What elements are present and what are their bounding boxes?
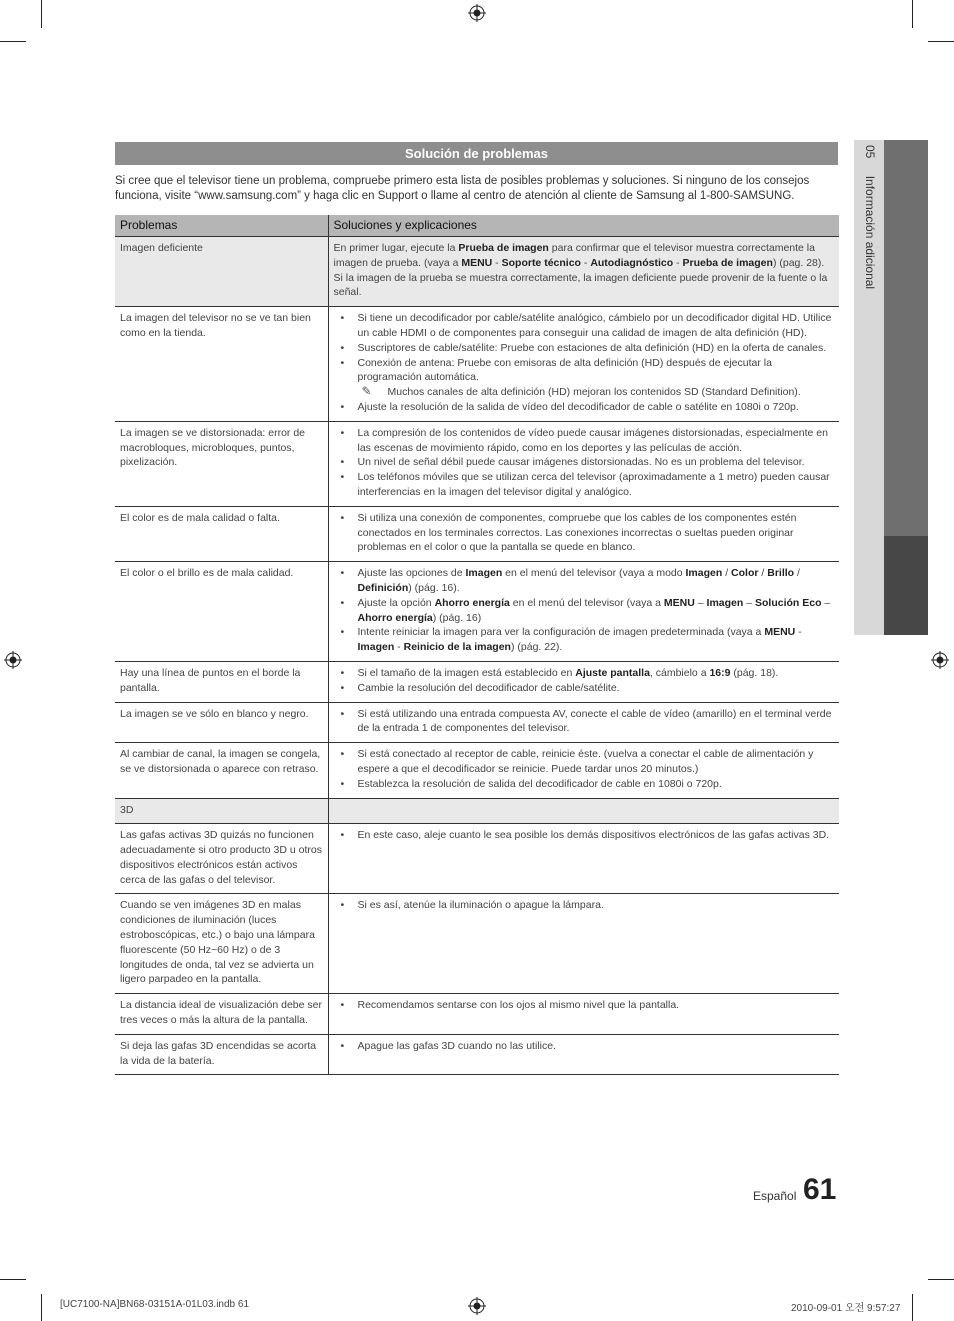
crop-mark [928, 1279, 954, 1280]
solution-cell [328, 994, 839, 1035]
problem-cell: Cuando se ven imágenes 3D en malas condiciones de iluminación (luces estroboscópicas, etc.) o bajo una lámpara fluorescente (50 Hz~60 Hz) o de 3 longitudes de onda, tal vez se advierta un ligero parpadeo en la pantalla. [115, 894, 328, 994]
solution-cell [328, 743, 839, 798]
problem-cell: La imagen se ve sólo en blanco y negro. [115, 702, 328, 743]
table-section-row-3d [115, 798, 839, 824]
troubleshooting-table [115, 215, 839, 1075]
print-file-info: [UC7100-NA]BN68-03151A-01L03.indb 61 [60, 1299, 250, 1310]
intro-paragraph: Si cree que el televisor tiene un problema, compruebe primero esta lista de posibles problemas y soluciones. Si ninguno de los consejos funciona, visite “www.samsung.com” y haga clic en Support o llame al centro de atención al cliente de Samsung al 1-800-SAMSUNG. [115, 175, 810, 202]
solution-cell [328, 421, 839, 506]
solution-item: • Establezca la resolución de salida del decodificador de cable en 1080i o 720p. [340, 777, 722, 790]
table-row [115, 743, 839, 798]
column-header-problems: Problemas [115, 215, 328, 237]
problem-cell: El color o el brillo es de mala calidad. [115, 562, 328, 662]
solution-item: • Si tiene un decodificador por cable/satélite analógico, cámbielo por un decodificador digital HD. Utilice un cable HDMI o de componentes para conseguir una calidad de imagen de alta definición (HD). [340, 312, 832, 339]
table-row [115, 702, 839, 743]
problem-cell: Al cambiar de canal, la imagen se congela, se ve distorsionada o aparece con retraso. [115, 743, 328, 798]
solution-item: • Intente reiniciar la imagen para ver la configuración de imagen predeterminada (vaya a MENU - Imagen - Reinicio de la imagen) (pág. 22). [340, 626, 802, 654]
solution-cell [328, 562, 839, 662]
table-header-row [115, 215, 839, 237]
solution-item: • Cambie la resolución del decodificador de cable/satélite. [340, 681, 620, 694]
note: ✎ Muchos canales de alta definición (HD) mejoran los contenidos SD (Standard Definition). [361, 384, 801, 399]
registration-mark-icon [4, 651, 22, 669]
solution-item: • Ajuste la opción Ahorro energía en el menú del televisor (vaya a MENU – Imagen – Solución Eco – Ahorro energía) (pág. 16) [340, 596, 831, 624]
table-row [115, 307, 839, 422]
crop-mark [928, 41, 954, 42]
section-title: Solución de problemas [115, 142, 838, 165]
solution-item: • Apague las gafas 3D cuando no las utilice. [340, 1039, 556, 1052]
column-header-solutions: Soluciones y explicaciones [328, 215, 839, 237]
problem-cell: Las gafas activas 3D quizás no funcionen adecuadamente si otro producto 3D u otros dispositivos electrónicos están activos cerca de las gafas o del televisor. [115, 824, 328, 894]
solution-item: • Ajuste las opciones de Imagen en el menú del televisor (vaya a modo Imagen / Color / Brillo / Definición) (pág. 16). [340, 567, 800, 594]
table-row [115, 421, 839, 506]
footer-language: Español [753, 1189, 797, 1203]
table-row [115, 994, 839, 1035]
solution-cell [328, 1034, 839, 1075]
solution-cell [328, 307, 839, 422]
solution-item: • Los teléfonos móviles que se utilizan cerca del televisor (aproximadamente a 1 metro) pueden causar interferencias en la imagen del televisor digital y analógico. [340, 471, 830, 498]
section-empty-cell [328, 798, 839, 824]
solution-item: • Un nivel de señal débil puede causar imágenes distorsionadas. No es un problema del televisor. [340, 456, 805, 469]
problem-cell: La distancia ideal de visualización debe ser tres veces o más la altura de la pantalla. [115, 994, 328, 1035]
table-row [115, 824, 839, 894]
side-tab-title: Información adicional [863, 175, 877, 290]
registration-mark-icon [468, 4, 486, 22]
side-tab-dark-bar [884, 140, 928, 536]
registration-mark-icon [931, 651, 949, 669]
pencil-note-icon: ✎ [361, 384, 372, 399]
registration-mark-icon [468, 1297, 486, 1315]
solution-item: • Ajuste la resolución de la salida de vídeo del decodificador de cable o satélite en 1080i o 720p. [340, 400, 799, 413]
solution-item: • Si el tamaño de la imagen está establecido en Ajuste pantalla, cámbielo a 16:9 (pág. 18). [340, 666, 779, 679]
crop-mark [912, 1294, 913, 1321]
solution-cell [328, 506, 839, 561]
solution-cell: En primer lugar, ejecute la Prueba de imagen para confirmar que el televisor muestra correctamente la imagen de prueba. (vaya a MENU - Soporte técnico - Autodiagnóstico - Prueba de imagen) (pag. 28). Si la imagen de la prueba se muestra correctamente, la imagen deficiente puede provenir de la fuente o la señal. [328, 237, 839, 307]
crop-mark [41, 0, 42, 28]
crop-mark [0, 1279, 26, 1280]
table-row [115, 562, 839, 662]
solution-item: • La compresión de los contenidos de vídeo puede causar imágenes distorsionadas, especialmente en las escenas de movimiento rápido, como en los deportes y las películas de acción. [340, 426, 828, 454]
solution-cell [328, 894, 839, 994]
problem-cell: El color es de mala calidad o falta. [115, 506, 328, 561]
solution-item: • Si está conectado al receptor de cable, reinicie éste. (vuelva a conectar el cable de alimentación y espere a que el decodificador se reinicie. Puede tardar unos 20 minutos.) [340, 748, 814, 775]
crop-mark [41, 1294, 42, 1321]
problem-cell: La imagen del televisor no se ve tan bien como en la tienda. [115, 307, 328, 422]
table-row [115, 1034, 839, 1075]
table-row [115, 506, 839, 561]
page-number: 61 [803, 1173, 837, 1206]
problem-cell: Imagen deficiente [115, 237, 328, 307]
problem-cell: La imagen se ve distorsionada: error de macrobloques, microbloques, puntos, pixelización. [115, 421, 328, 506]
section-label-3d: 3D [115, 798, 328, 824]
table-row [115, 894, 839, 994]
side-tab-label [863, 145, 877, 289]
crop-mark [0, 41, 26, 42]
solution-cell [328, 702, 839, 743]
side-tab-number: 05 [863, 145, 877, 159]
solution-item: • Suscriptores de cable/satélite: Pruebe con estaciones de alta definición (HD) en la oferta de canales. [340, 341, 827, 354]
solution-item: • Recomendamos sentarse con los ojos al mismo nivel que la pantalla. [340, 999, 680, 1012]
table-row [115, 237, 839, 307]
table-row [115, 661, 839, 702]
problem-cell: Hay una línea de puntos en el borde la pantalla. [115, 661, 328, 702]
side-tab-active-marker [884, 536, 928, 635]
problem-cell: Si deja las gafas 3D encendidas se acorta la vida de la batería. [115, 1034, 328, 1075]
solution-item: • Si es así, atenúe la iluminación o apague la lámpara. [340, 899, 604, 912]
solution-item: • Conexión de antena: Pruebe con emisoras de alta definición (HD) después de ejecutar la programación automática. [340, 356, 772, 384]
solution-cell [328, 824, 839, 894]
solution-item: • Si utiliza una conexión de componentes, compruebe que los cables de los componentes estén conectados en los terminales correctos. Las conexiones incorrectas o sueltas pueden originar problemas en el color o que la pantalla se quede en blanco. [340, 511, 797, 554]
solution-item: • Si está utilizando una entrada compuesta AV, conecte el cable de vídeo (amarillo) en el terminal verde de la entrada 1 de componentes del televisor. [340, 707, 832, 735]
print-timestamp: 2010-09-01 오전 9:57:27 [791, 1303, 901, 1314]
solution-cell [328, 661, 839, 702]
crop-mark [912, 0, 913, 28]
solution-item: • En este caso, aleje cuanto le sea posible los demás dispositivos electrónicos de las gafas activas 3D. [340, 829, 830, 842]
